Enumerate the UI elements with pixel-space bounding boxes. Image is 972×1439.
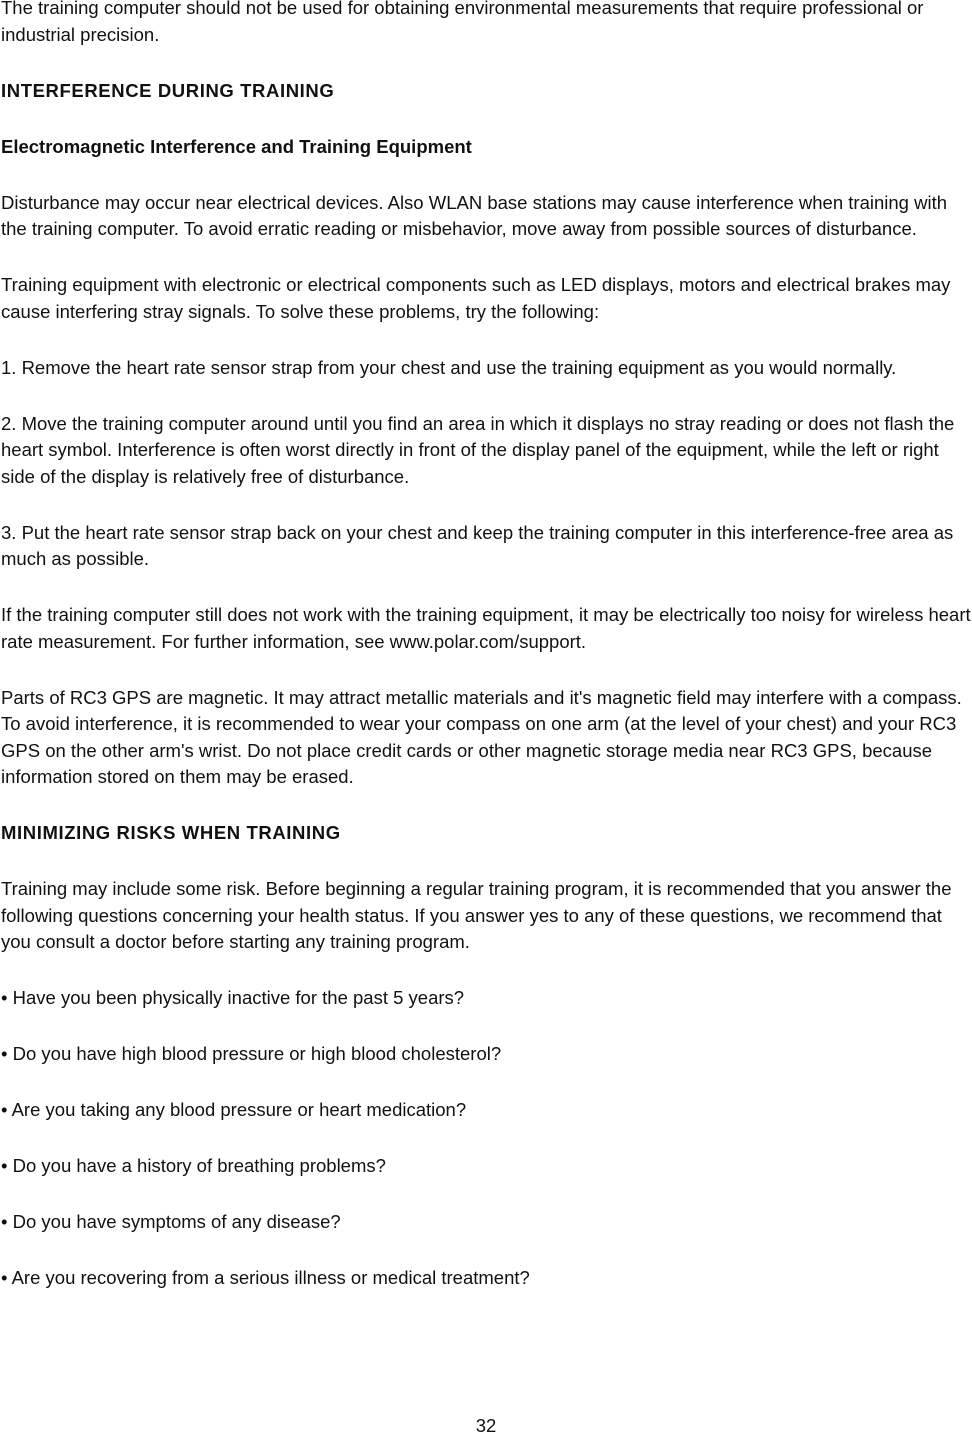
risks-paragraph: Training may include some risk. Before beginning a regular training program, it is recommended that you answer the following questions concerning your health status. If you answer yes to any of these questions, we recommend that you consult a doctor before starting any training program. [1, 878, 952, 952]
step-2: 2. Move the training computer around until you find an area in which it displays no stray reading or does not flash the heart symbol. Interference is often worst directly in front of the display panel of the equipment, while the left or right side of the display is relatively free of disturbance. [1, 412, 955, 487]
noisy-paragraph: If the training computer still does not work with the training equipment, it may be electrically too noisy for wireless heart rate measurement. For further information, see www.polar.com/support. [1, 604, 971, 652]
list-item: • Have you been physically inactive for the past 5 years? [1, 987, 465, 1008]
list-item: • Do you have symptoms of any disease? [1, 1211, 341, 1232]
health-questions-list [1, 985, 971, 1292]
step-3: 3. Put the heart rate sensor strap back on your chest and keep the training computer in this interference-free area as much as possible. [1, 521, 954, 569]
equipment-paragraph: Training equipment with electronic or electrical components such as LED displays, motors and electrical brakes may cause interfering stray signals. To solve these problems, try the following: [1, 274, 951, 322]
risks-heading: MINIMIZING RISKS WHEN TRAINING [1, 822, 341, 843]
document-page-body [1, 0, 971, 1321]
list-item: • Are you taking any blood pressure or heart medication? [1, 1099, 467, 1120]
magnetic-paragraph: Parts of RC3 GPS are magnetic. It may attract metallic materials and it's magnetic field may interfere with a compass. To avoid interference, it is recommended to wear your compass on one arm (at the level of your chest) and your RC3 GPS on the other arm's wrist. Do not place credit cards or other magnetic storage media near RC3 GPS, because information stored on them may be erased. [1, 686, 962, 787]
list-item: • Do you have high blood pressure or high blood cholesterol? [1, 1043, 502, 1064]
page-number: 32 [475, 1415, 497, 1436]
intro-paragraph: The training computer should not be used for obtaining environmental measurements that require professional or industrial precision. [1, 0, 924, 45]
list-item: • Are you recovering from a serious illness or medical treatment? [1, 1267, 530, 1288]
step-1: 1. Remove the heart rate sensor strap from your chest and use the training equipment as you would normally. [1, 356, 897, 378]
emi-subheading: Electromagnetic Interference and Training Equipment [1, 135, 472, 157]
interference-heading: INTERFERENCE DURING TRAINING [1, 79, 335, 101]
list-item: • Do you have a history of breathing problems? [1, 1155, 386, 1176]
disturbance-paragraph: Disturbance may occur near electrical devices. Also WLAN base stations may cause interference when training with the training computer. To avoid erratic reading or misbehavior, move away from possible sources of disturbance. [1, 191, 947, 239]
